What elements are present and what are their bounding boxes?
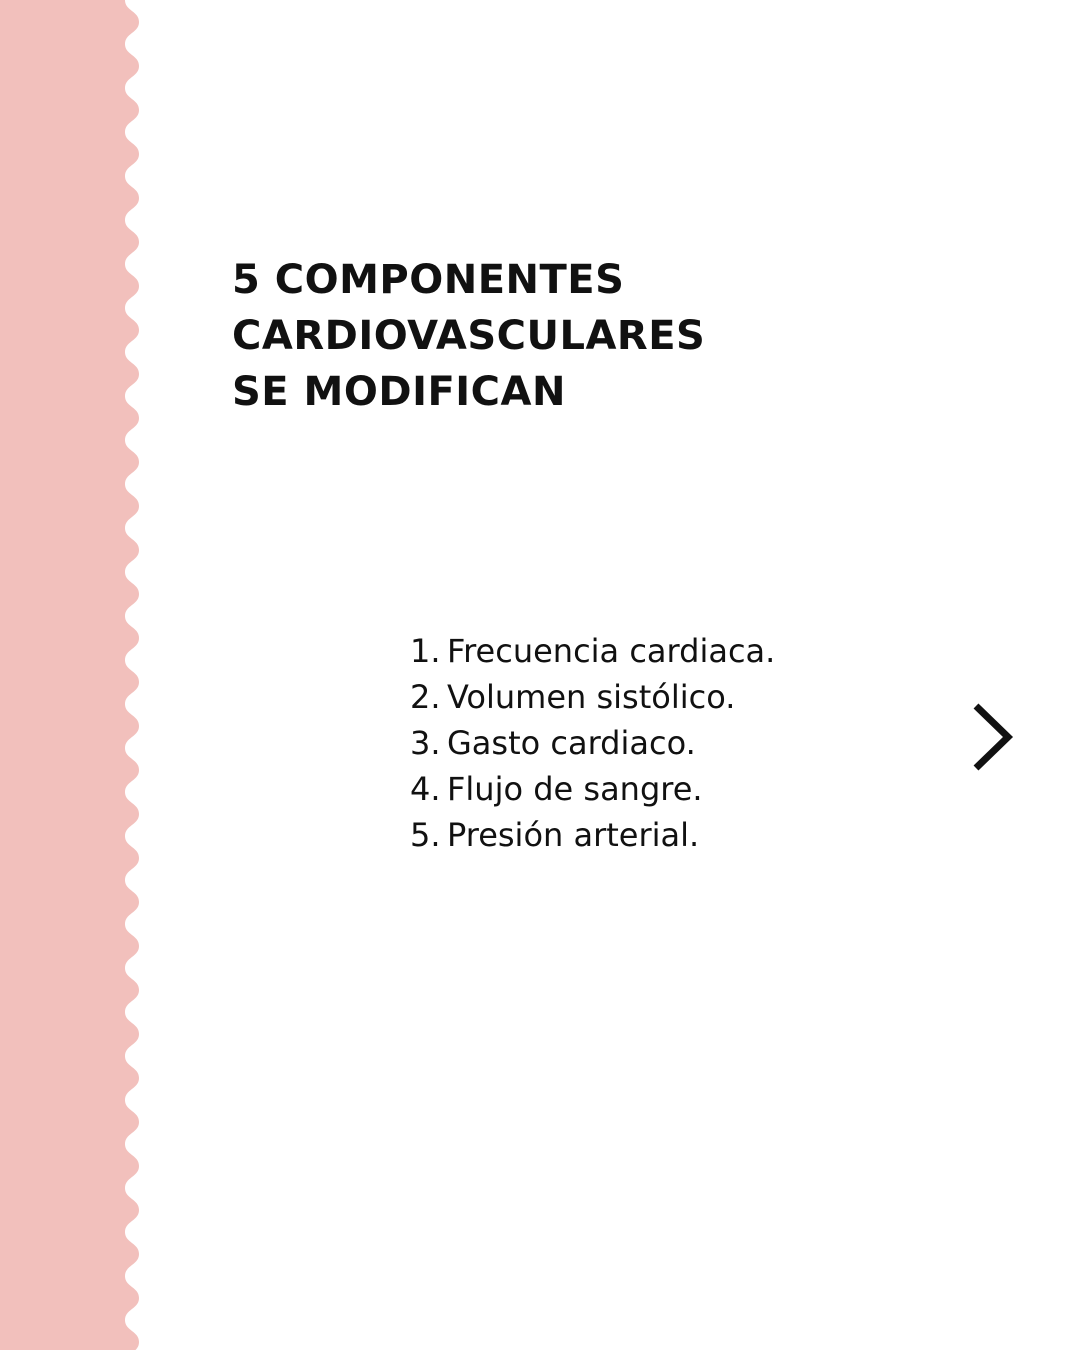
item-number: 1. [410,632,441,670]
title-line: 5 COMPONENTES [232,257,625,303]
item-number: 4. [410,770,441,808]
list-item [410,812,775,858]
list-item [410,628,775,674]
title-line: CARDIOVASCULARES [232,313,706,359]
list-item [410,674,775,720]
item-text: Presión arterial. [447,816,700,854]
item-text: Flujo de sangre. [447,770,703,808]
chevron-right-icon[interactable] [966,700,1018,774]
item-text: Frecuencia cardiaca. [447,632,776,670]
item-text: Volumen sistólico. [447,678,736,716]
list-item [410,766,775,812]
wavy-side-band [0,0,145,1350]
item-number: 5. [410,816,441,854]
page-title [232,252,705,420]
item-text: Gasto cardiaco. [447,724,696,762]
item-number: 3. [410,724,441,762]
components-list [410,628,775,858]
list-item [410,720,775,766]
item-number: 2. [410,678,441,716]
title-line: SE MODIFICAN [232,369,566,415]
